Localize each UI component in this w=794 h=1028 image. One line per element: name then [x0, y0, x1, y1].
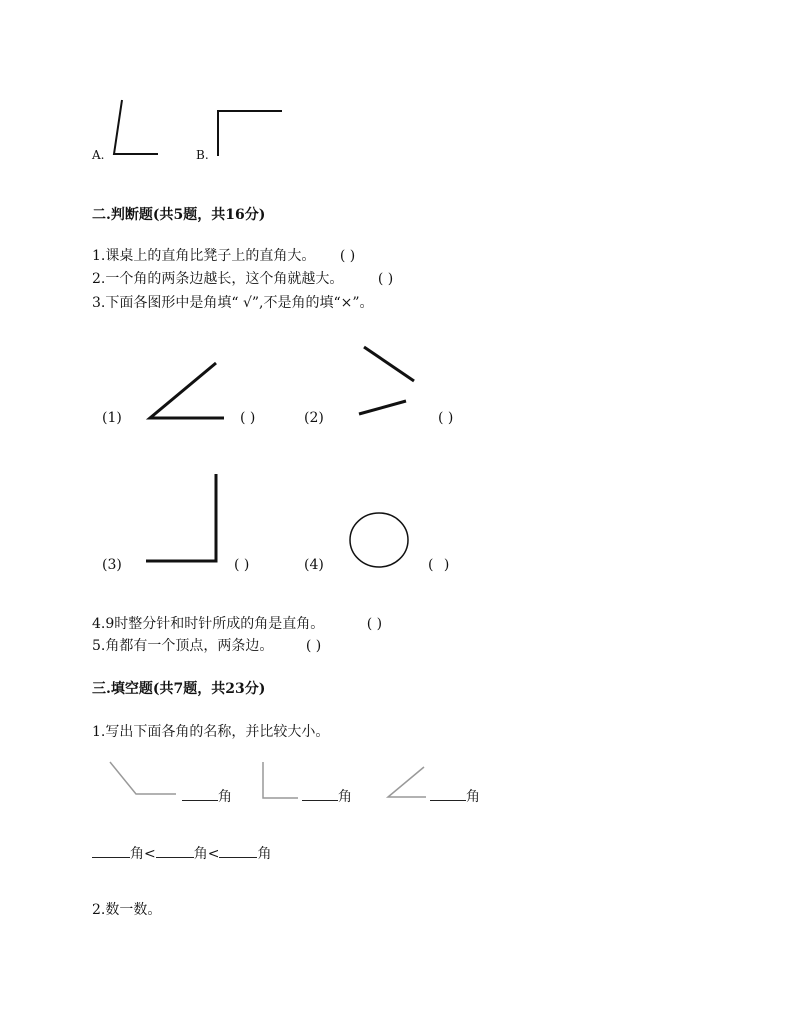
question-2-3: 3.下面各图形中是角填“ √”,不是角的填“×”。	[92, 295, 374, 311]
figure-4-answer-paren[interactable]: ( )	[428, 557, 453, 573]
answer-paren[interactable]: ( )	[305, 638, 322, 654]
section3-title: 三.填空题(共7题，共23分)	[92, 681, 266, 697]
less-than-sign: <	[144, 846, 156, 862]
acute-angle-figure	[384, 764, 428, 800]
figure-4-circle	[349, 512, 411, 570]
figure-4-label: (4)	[304, 557, 324, 573]
angle-name-blank-2[interactable]	[302, 786, 352, 806]
section2-title: 二.判断题(共5题，共16分)	[92, 207, 266, 223]
question-text: 5.角都有一个顶点，两条边。	[92, 638, 274, 654]
figure-3-label: (3)	[102, 557, 122, 573]
angle-word: 角	[218, 789, 232, 805]
comparison-blank-3[interactable]	[219, 843, 257, 858]
option-b-angle-figure	[214, 108, 284, 158]
angle-word: 角	[466, 789, 480, 805]
option-a-angle-figure	[110, 98, 162, 158]
answer-paren[interactable]: ( )	[366, 616, 383, 632]
question-text: 4.9时整分针和时针所成的角是直角。	[92, 616, 325, 632]
figure-1-label: (1)	[102, 410, 122, 426]
question-3-2: 2.数一数。	[92, 902, 162, 918]
figure-3-right-angle	[144, 472, 220, 566]
angle-name-blank-1[interactable]	[182, 786, 232, 806]
figure-3-answer-paren[interactable]: ( )	[234, 557, 250, 573]
question-3-1: 1.写出下面各角的名称，并比较大小。	[92, 724, 330, 740]
question-text: 1.课桌上的直角比凳子上的直角大。	[92, 248, 316, 264]
angle-word: 角	[130, 846, 144, 862]
figure-2-answer-paren[interactable]: ( )	[438, 410, 454, 426]
blank-line[interactable]	[430, 786, 466, 801]
angle-name-blank-3[interactable]	[430, 786, 480, 806]
figure-1-answer-paren[interactable]: ( )	[240, 410, 256, 426]
angle-word: 角	[193, 846, 208, 862]
figure-1-angle	[146, 360, 226, 424]
answer-paren[interactable]: ( )	[339, 248, 356, 264]
question-2-4	[92, 613, 382, 633]
right-angle-figure	[258, 760, 302, 802]
angle-word: 角	[257, 846, 272, 862]
option-b-label: B.	[196, 148, 209, 162]
blank-line[interactable]	[302, 786, 338, 801]
comparison-blank-1[interactable]	[92, 843, 130, 858]
question-2-5	[92, 635, 321, 655]
answer-paren[interactable]: ( )	[377, 271, 394, 287]
comparison-blank-2[interactable]	[156, 843, 194, 858]
figure-2-open-lines	[356, 344, 420, 420]
figure-2-label: (2)	[304, 410, 324, 426]
angle-comparison-row	[92, 843, 271, 863]
blank-line[interactable]	[182, 786, 218, 801]
question-text: 2.一个角的两条边越长，这个角就越大。	[92, 271, 344, 287]
question-2-2	[92, 268, 393, 288]
angle-word: 角	[338, 789, 352, 805]
obtuse-angle-figure	[104, 758, 180, 800]
question-2-1	[92, 245, 355, 265]
option-a-label: A.	[92, 148, 105, 162]
less-than-sign: <	[207, 846, 220, 862]
